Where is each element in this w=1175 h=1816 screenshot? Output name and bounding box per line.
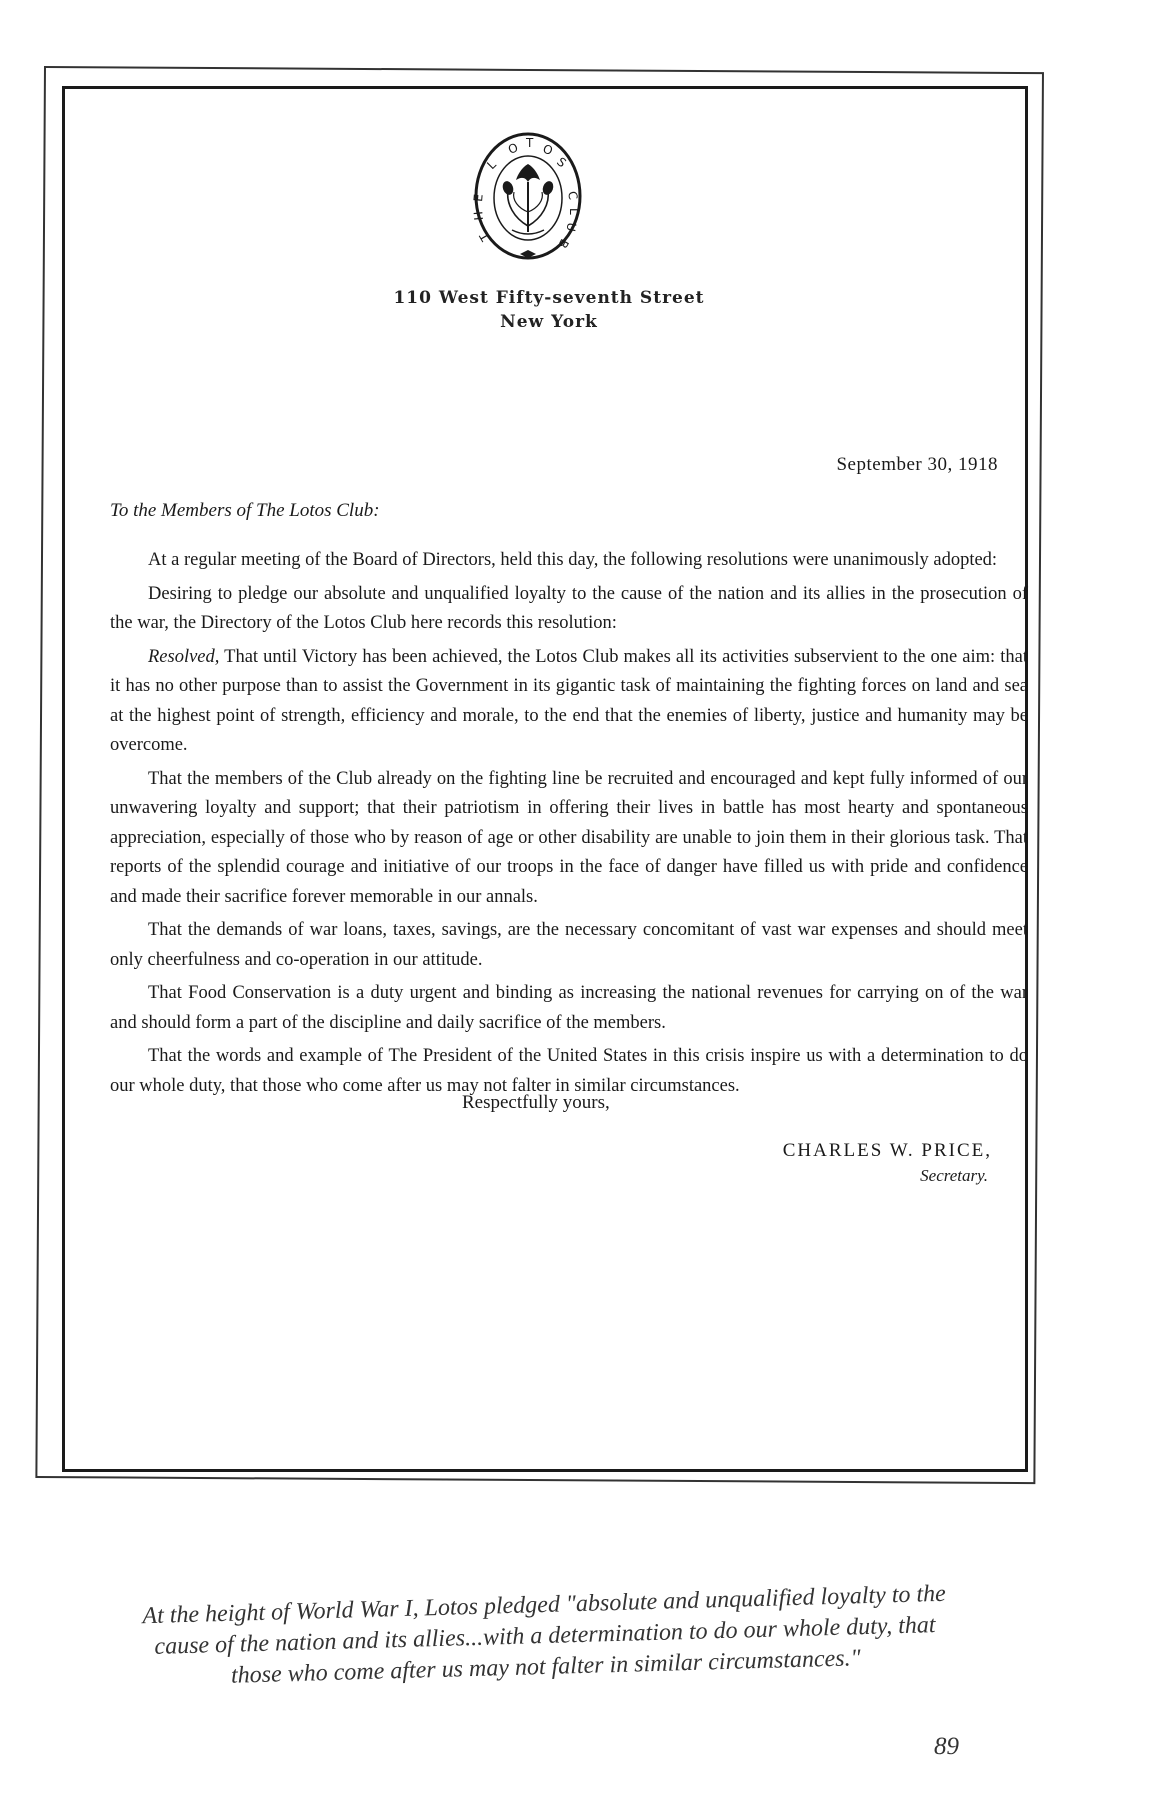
svg-text:O: O: [540, 141, 555, 159]
paragraph-pledge: Desiring to pledge our absolute and unqualified loyalty to the cause of the nation and its allies in the prosecution of the war, the Directory of the Lotos Club here records this resolution:: [110, 583, 1028, 633]
address-line-city: New York: [500, 312, 598, 332]
paragraph-president: That the words and example of The President of the United States in this crisis inspire us with a determination to do our whole duty, that those who come after us may not falter in similar circumstances.: [110, 1046, 1028, 1096]
svg-text:C: C: [565, 190, 581, 201]
paragraph-food-conservation: That Food Conservation is a duty urgent and binding as increasing the national revenues for carrying on of the war and should form a part of the discipline and daily sacrifice of the members.: [110, 983, 1028, 1033]
svg-text:E: E: [471, 193, 486, 203]
salutation: To the Members of The Lotos Club:: [110, 500, 380, 521]
paragraph-intro: At a regular meeting of the Board of Directors, held this day, the following resolutions were unanimously adopted:: [148, 550, 998, 570]
letter-body: [110, 546, 1028, 1105]
svg-text:O: O: [506, 140, 520, 157]
svg-text:U: U: [563, 221, 579, 233]
paragraph-war-loans: That the demands of war loans, taxes, savings, are the necessary concomitant of vast war expenses and should meet only cheerfulness and co-operation in our attitude.: [110, 920, 1028, 970]
signer-title: Secretary.: [920, 1166, 988, 1185]
svg-text:L: L: [567, 208, 581, 215]
signer-name: CHARLES W. PRICE,: [782, 1140, 992, 1161]
lotos-club-seal-icon: [470, 130, 586, 272]
svg-text:T: T: [476, 230, 493, 244]
letter-page: [62, 86, 1028, 1472]
svg-text:T: T: [526, 136, 534, 150]
closing: Respectfully yours,: [462, 1092, 610, 1113]
photo-caption: At the height of World War I, Lotos pledged "absolute and unqualified loyalty to the cause of the nation and its allies...with a determination to do our whole duty, that those who come after us may not falter in similar circumstances.": [142, 1580, 947, 1689]
address-line-street: 110 West Fifty-seventh Street: [393, 288, 705, 308]
svg-text:S: S: [554, 154, 569, 171]
resolved-text: That until Victory has been achieved, the Lotos Club makes all its activities subservient to the one aim: that it has no other purpose than to assist the Government in its gigantic task of maintaining the fighting forces on land and sea at the highest point of strength, efficiency and morale, to the end that the enemies of liberty, justice and humanity may be overcome.: [110, 646, 1028, 755]
svg-text:H: H: [471, 210, 486, 221]
page-number: 89: [934, 1733, 959, 1760]
paragraph-members: That the members of the Club already on the fighting line be recruited and encouraged and kept fully informed of our unwavering loyalty and support; that their patriotism in offering their lives in battle has most hearty and spontaneous appreciation, especially of those who by reason of age or other disability are unable to join them in their glorious task. That reports of the splendid courage and initiative of our troops in the face of danger have filled us with pride and confidence and made their sacrifice forever memorable in our annals.: [110, 768, 1028, 907]
svg-text:L: L: [484, 157, 499, 173]
letter-date: September 30, 1918: [836, 454, 998, 475]
svg-text:B: B: [555, 236, 572, 251]
paragraph-resolved: [110, 643, 1028, 761]
resolved-label: Resolved,: [148, 646, 220, 667]
